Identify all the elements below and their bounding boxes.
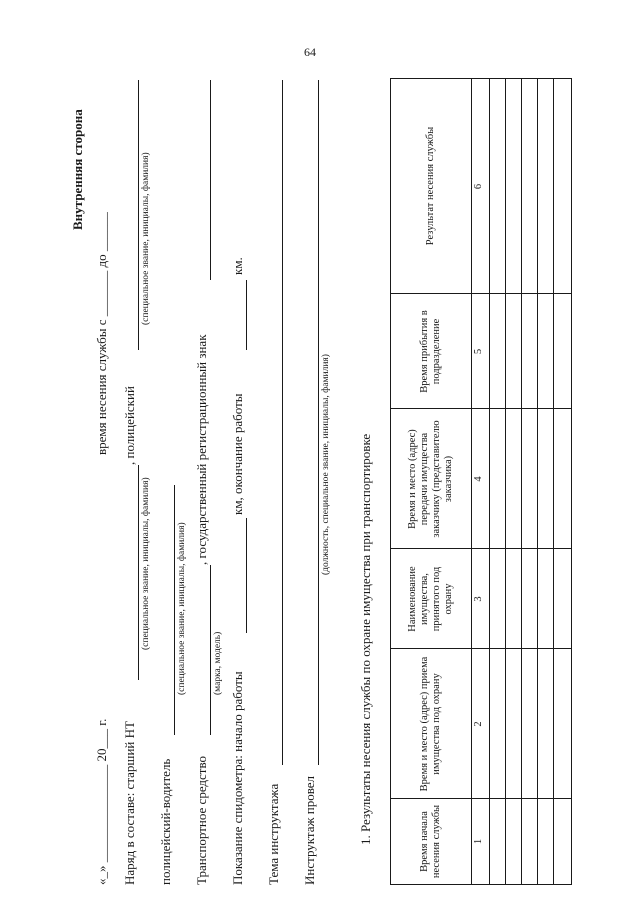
form-inner-side — [60, 65, 590, 895]
table-header-divider — [471, 79, 472, 884]
briefing-topic-line[interactable] — [282, 80, 283, 765]
driver-label: полицейский-водитель — [158, 758, 173, 885]
column-number: 3 — [473, 596, 484, 602]
vehicle-model-line[interactable] — [210, 565, 211, 735]
table-row[interactable] — [553, 79, 554, 884]
odometer-label: Показание спидометра: начало работы — [230, 671, 245, 885]
results-table — [390, 78, 572, 885]
vehicle-suffix: , государственный регистрационный знак — [194, 334, 209, 565]
service-time-line: время несения службы с _______ до ______ — [94, 212, 109, 455]
column-header-transfer: Время и место (адрес) передачи имущества заказчику (представителю заказчика) — [406, 420, 455, 538]
column-header-result: Результат несения службы — [424, 126, 436, 246]
odometer-mid: км, окончание работы — [230, 393, 245, 515]
column-header-start-time: Время начала несения службы — [418, 804, 442, 879]
briefing-by-line[interactable] — [318, 80, 319, 765]
column-number: 5 — [473, 348, 484, 355]
date-line: «_» _______________ 20___ г. — [94, 718, 109, 885]
table-row[interactable] — [489, 79, 490, 884]
squad-police-line[interactable] — [138, 80, 139, 350]
vehicle-hint: (марка, модель) — [213, 631, 223, 695]
squad-hint: (специальное звание, инициалы, фамилия) — [141, 477, 151, 650]
side-label: Внутренняя сторона — [70, 109, 85, 230]
briefing-by-hint: (должность, специальное звание, инициалы, фамилия) — [321, 354, 331, 575]
driver-line[interactable] — [174, 485, 175, 735]
column-number: 1 — [473, 838, 484, 845]
vehicle-plate-line[interactable] — [210, 80, 211, 280]
briefing-topic-label: Тема инструктажа — [266, 783, 281, 885]
column-number: 2 — [473, 721, 484, 727]
page-number: 64 — [304, 45, 316, 59]
squad-senior-line[interactable] — [138, 465, 139, 680]
odometer-end-line[interactable] — [246, 280, 247, 350]
section-title: 1. Результаты несения службы по охране имущества при транспортировке — [358, 433, 373, 845]
column-header-arrival: Время прибытия в подразделение — [418, 310, 442, 393]
squad-suffix: , полицейский — [122, 386, 137, 465]
column-header-receipt: Время и место (адрес) приема имущества под охрану — [418, 656, 442, 792]
table-row[interactable] — [537, 79, 538, 884]
driver-hint: (специальное звание, инициалы, фамилия) — [177, 522, 187, 695]
briefing-by-label: Инструктаж провел — [302, 775, 317, 885]
odometer-unit: км. — [230, 257, 245, 275]
vehicle-label: Транспортное средство — [194, 755, 209, 885]
table-row[interactable] — [505, 79, 506, 884]
odometer-start-line[interactable] — [246, 518, 247, 633]
column-header-property: Наименование имущества, принятого под охрану — [406, 566, 455, 632]
column-number: 6 — [473, 183, 484, 190]
police-hint: (специальное звание, инициалы, фамилия) — [141, 152, 151, 325]
column-number: 4 — [473, 476, 484, 482]
squad-label: Наряд в составе: старший НТ — [122, 721, 137, 885]
table-row[interactable] — [521, 79, 522, 884]
